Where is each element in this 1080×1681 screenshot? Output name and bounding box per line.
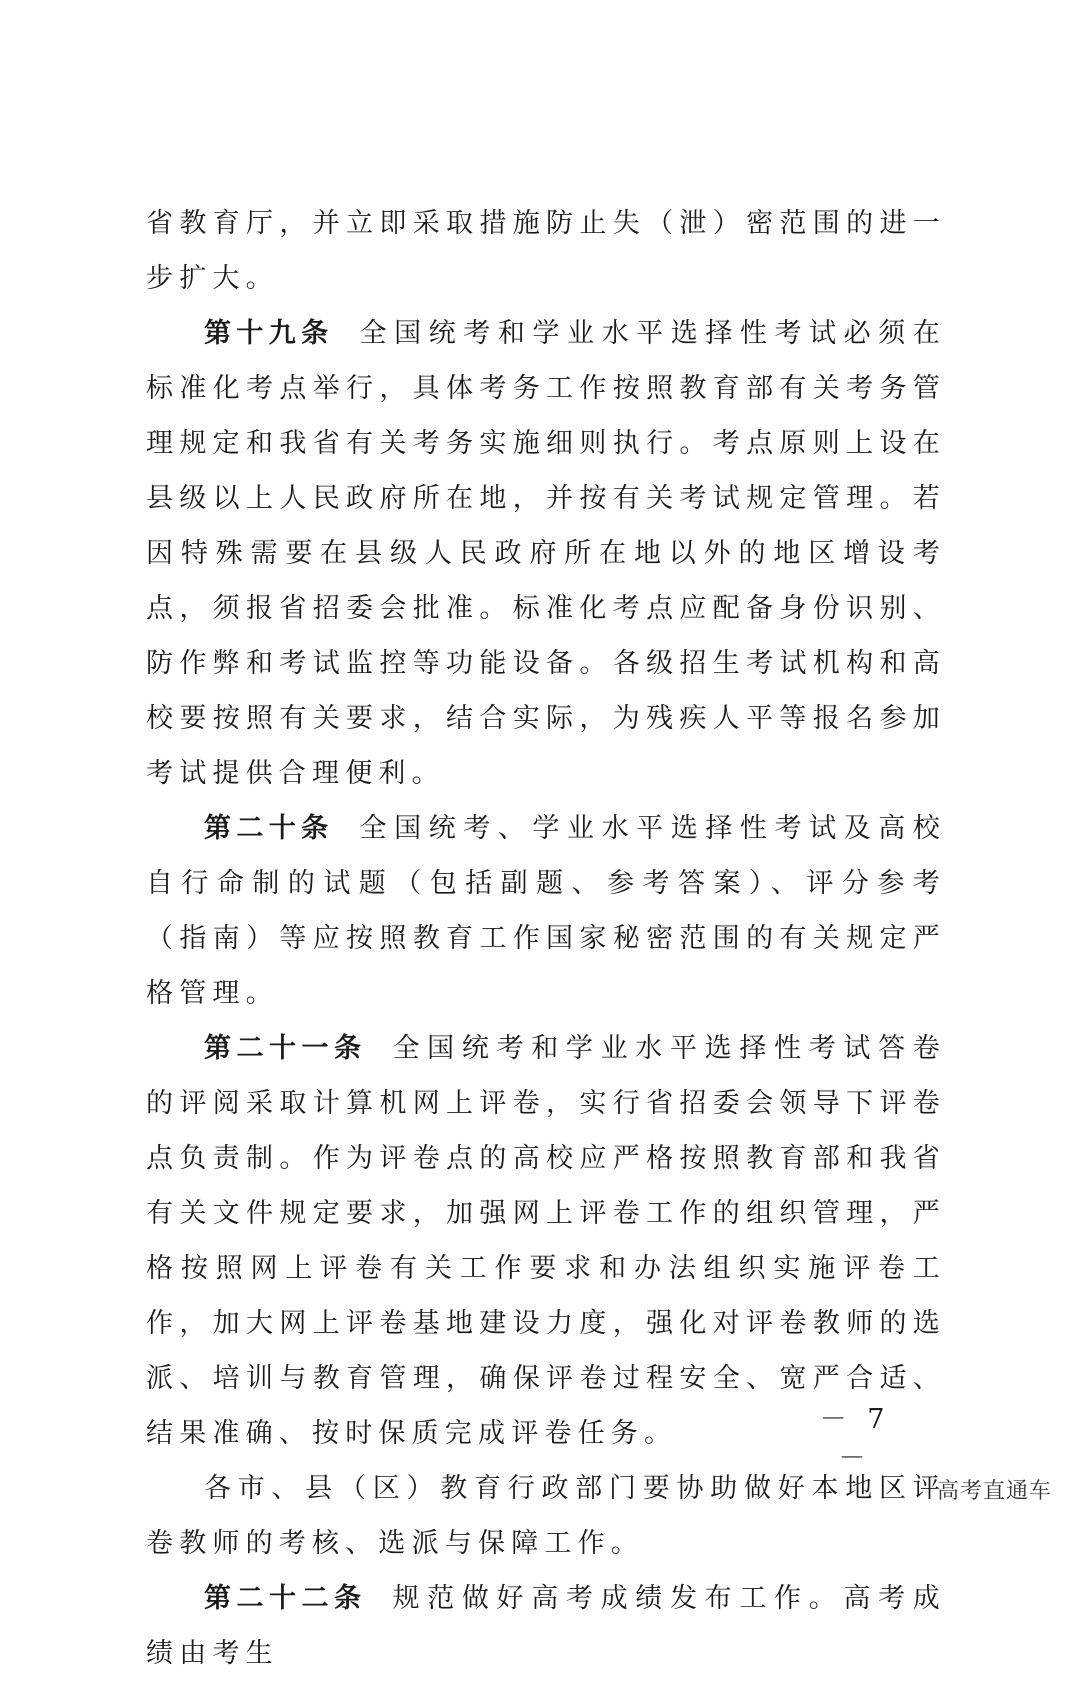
- watermark: 高考直通车: [936, 1479, 1052, 1504]
- article-title: 第二十条: [204, 813, 334, 844]
- article-21-second-paragraph: [146, 1461, 946, 1571]
- article-22: [146, 1571, 946, 1681]
- article-20: [146, 801, 946, 1021]
- paragraph-continuation: [146, 196, 946, 306]
- paragraph-text: 规范做好高考成绩发布工作。高考成绩由考生: [146, 1583, 946, 1669]
- page-number: － 7 －: [819, 1404, 891, 1474]
- article-19: [146, 306, 946, 801]
- paragraph-text: 全国统考和学业水平选择性考试必须在标准化考点举行，具体考务工作按照教育部有关考务管理规定和我省有关考务实施细则执行。考点原则上设在县级以上人民政府所在地，并按有关考试规定管理。若因特殊需要在县级人民政府所在地以外的地区增设考点，须报省招委会批准。标准化考点应配备身份识别、防作弊和考试监控等功能设备。各级招生考试机构和高校要按照有关要求，结合实际，为残疾人平等报名参加考试提供合理便利。: [146, 318, 947, 789]
- article-21: [146, 1021, 946, 1461]
- article-title: 第二十一条: [204, 1033, 367, 1064]
- paragraph-text: 省教育厅，并立即采取措施防止失（泄）密范围的进一步扩大。: [146, 208, 946, 294]
- article-title: 第二十二条: [204, 1583, 367, 1614]
- paragraph-text: 全国统考和学业水平选择性考试答卷的评阅采取计算机网上评卷，实行省招委会领导下评卷点负责制。作为评卷点的高校应严格按照教育部和我省有关文件规定要求，加强网上评卷工作的组织管理，严格按照网上评卷有关工作要求和办法组织实施评卷工作，加大网上评卷基地建设力度，强化对评卷教师的选派、培训与教育管理，确保评卷过程安全、宽严合适、结果准确、按时保质完成评卷任务。: [146, 1033, 946, 1449]
- paragraph-text: 全国统考、学业水平选择性考试及高校自行命制的试题（包括副题、参考答案）、评分参考（指南）等应按照教育工作国家秘密范围的有关规定严格管理。: [146, 813, 947, 1009]
- paragraph-text: 各市、县（区）教育行政部门要协助做好本地区评卷教师的考核、选派与保障工作。: [146, 1473, 946, 1559]
- article-title: 第十九条: [204, 318, 334, 349]
